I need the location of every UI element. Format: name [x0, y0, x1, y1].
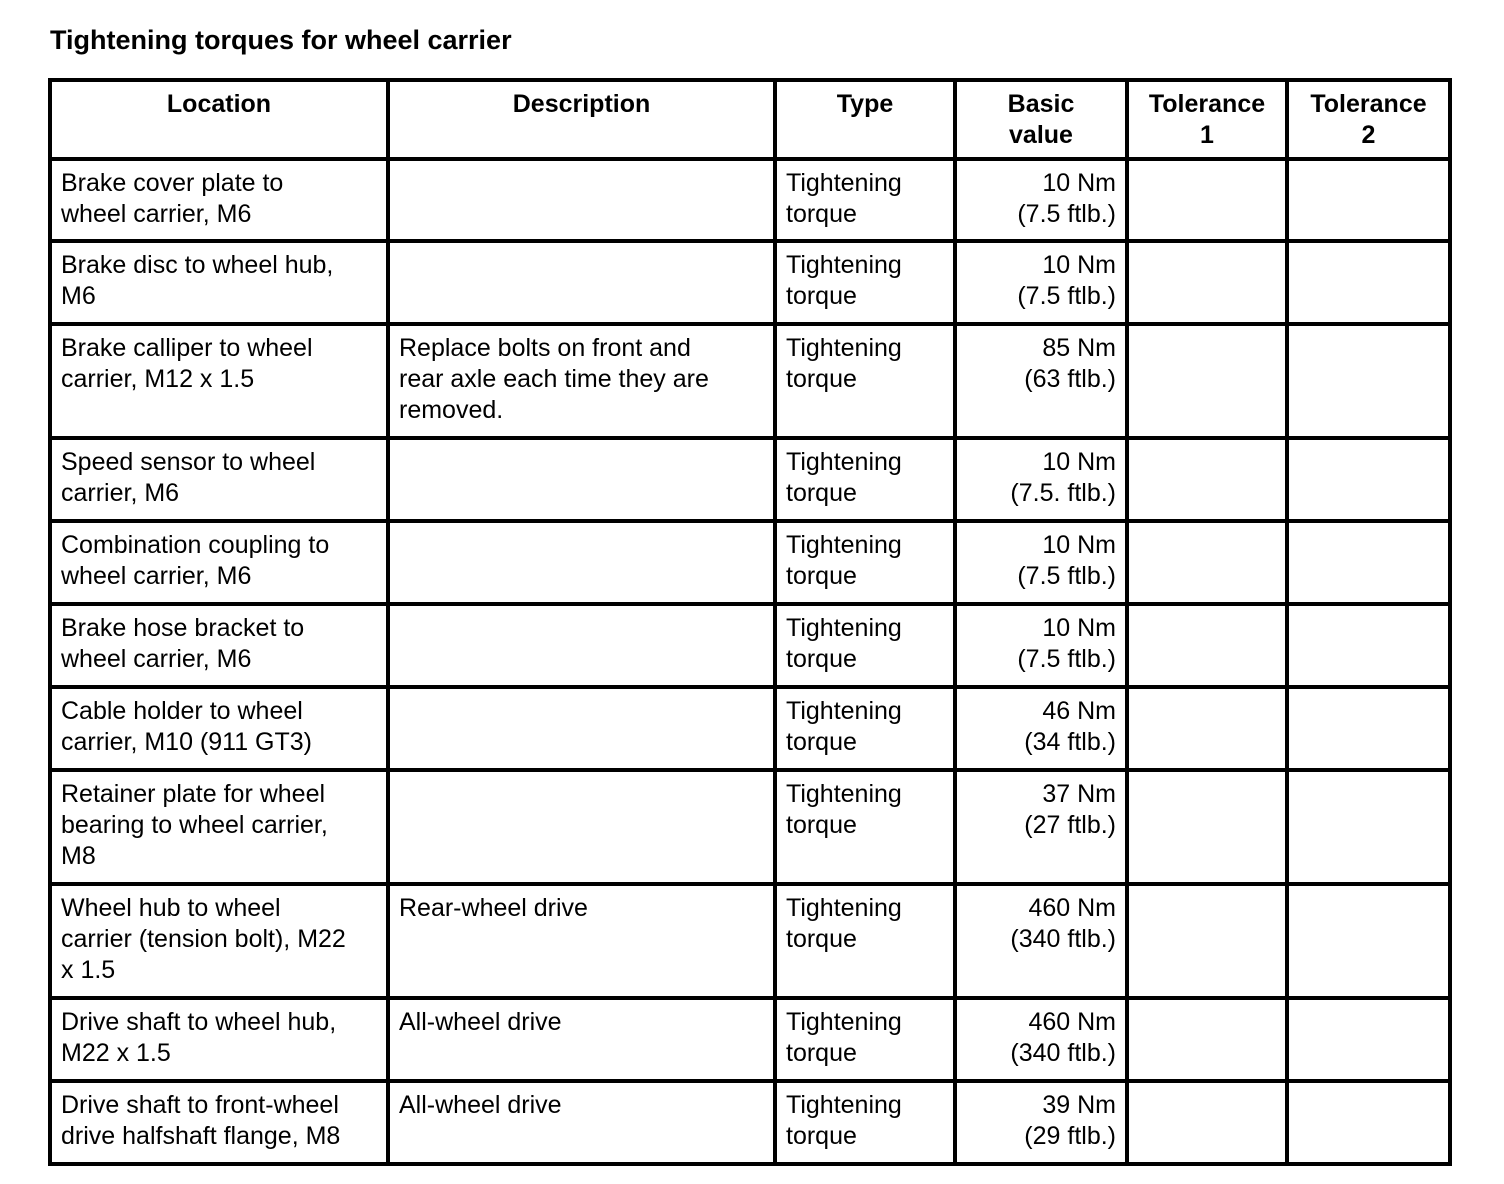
torque-table: [48, 78, 1452, 1166]
type-cell: [775, 770, 955, 884]
cell-text: (29 ftlb.): [1024, 1122, 1116, 1150]
column-header-text: 2: [1361, 121, 1376, 149]
cell-text: 10 Nm: [1042, 448, 1116, 476]
tolerance-2-cell: [1287, 324, 1450, 438]
page-title: Tightening torques for wheel carrier: [50, 25, 512, 55]
description-cell: [388, 1081, 775, 1164]
column-header-text: Basic: [1007, 90, 1075, 118]
tolerance-2-cell: [1287, 241, 1450, 324]
cell-text: Brake hose bracket to: [61, 614, 305, 642]
tolerance-1-cell: [1127, 324, 1287, 438]
description-cell: [388, 604, 775, 687]
cell-text: carrier (tension bolt), M22: [61, 925, 346, 953]
cell-text: M22 x 1.5: [61, 1039, 171, 1067]
cell-text: Tightening: [786, 334, 902, 362]
cell-text: 37 Nm: [1042, 780, 1116, 808]
cell-text: torque: [786, 1122, 857, 1150]
type-cell: [775, 998, 955, 1081]
tolerance-2-cell: [1287, 770, 1450, 884]
cell-text: 10 Nm: [1042, 531, 1116, 559]
description-cell: [388, 687, 775, 770]
table-row: [50, 159, 1450, 241]
table-row: [50, 770, 1450, 884]
table-row: [50, 1081, 1450, 1164]
cell-text: (7.5. ftlb.): [1010, 479, 1116, 507]
tolerance-2-cell: [1287, 159, 1450, 241]
location-cell: [50, 521, 388, 604]
type-cell: [775, 884, 955, 998]
cell-text: Combination coupling to: [61, 531, 330, 559]
basic-value-cell: [955, 438, 1127, 521]
basic-value-cell: [955, 998, 1127, 1081]
cell-text: carrier, M6: [61, 479, 180, 507]
cell-text: torque: [786, 811, 857, 839]
location-cell: [50, 998, 388, 1081]
table-row: [50, 687, 1450, 770]
type-cell: [775, 521, 955, 604]
tolerance-1-cell: [1127, 998, 1287, 1081]
cell-text: (7.5 ftlb.): [1017, 282, 1116, 310]
cell-text: 85 Nm: [1042, 334, 1116, 362]
column-header-text: Location: [166, 90, 272, 118]
table-header-row: [50, 80, 1450, 159]
table-body: [50, 159, 1450, 1164]
cell-text: (34 ftlb.): [1024, 728, 1116, 756]
type-cell: [775, 159, 955, 241]
cell-text: (7.5 ftlb.): [1017, 200, 1116, 228]
location-cell: [50, 324, 388, 438]
description-cell: [388, 438, 775, 521]
cell-text: torque: [786, 365, 857, 393]
cell-text: Tightening: [786, 780, 902, 808]
cell-text: torque: [786, 200, 857, 228]
cell-text: (27 ftlb.): [1024, 811, 1116, 839]
cell-text: 46 Nm: [1042, 697, 1116, 725]
table-row: [50, 521, 1450, 604]
cell-text: torque: [786, 562, 857, 590]
type-cell: [775, 1081, 955, 1164]
cell-text: Speed sensor to wheel: [61, 448, 316, 476]
column-header-text: value: [1009, 121, 1073, 149]
cell-text: All-wheel drive: [399, 1091, 562, 1119]
cell-text: 460 Nm: [1028, 1008, 1116, 1036]
cell-text: (63 ftlb.): [1024, 365, 1116, 393]
cell-text: Tightening: [786, 894, 902, 922]
type-cell: [775, 687, 955, 770]
description-cell: [388, 521, 775, 604]
tolerance-2-cell: [1287, 604, 1450, 687]
cell-text: Tightening: [786, 169, 902, 197]
column-header-location: [50, 80, 388, 159]
cell-text: drive halfshaft flange, M8: [61, 1122, 341, 1150]
type-cell: [775, 324, 955, 438]
tolerance-1-cell: [1127, 241, 1287, 324]
cell-text: wheel carrier, M6: [61, 562, 252, 590]
cell-text: Tightening: [786, 251, 902, 279]
cell-text: Drive shaft to front-wheel: [61, 1091, 339, 1119]
cell-text: torque: [786, 282, 857, 310]
cell-text: Cable holder to wheel: [61, 697, 303, 725]
tolerance-2-cell: [1287, 884, 1450, 998]
cell-text: rear axle each time they are: [399, 365, 709, 393]
cell-text: torque: [786, 728, 857, 756]
type-cell: [775, 604, 955, 687]
location-cell: [50, 604, 388, 687]
column-header-tolerance-2: [1287, 80, 1450, 159]
tolerance-1-cell: [1127, 1081, 1287, 1164]
tolerance-1-cell: [1127, 159, 1287, 241]
description-cell: [388, 241, 775, 324]
basic-value-cell: [955, 159, 1127, 241]
tolerance-2-cell: [1287, 998, 1450, 1081]
tolerance-2-cell: [1287, 687, 1450, 770]
type-cell: [775, 438, 955, 521]
tolerance-1-cell: [1127, 604, 1287, 687]
cell-text: Tightening: [786, 1008, 902, 1036]
cell-text: wheel carrier, M6: [61, 200, 252, 228]
cell-text: x 1.5: [61, 956, 116, 984]
table-row: [50, 884, 1450, 998]
location-cell: [50, 241, 388, 324]
cell-text: M6: [61, 282, 96, 310]
cell-text: carrier, M12 x 1.5: [61, 365, 255, 393]
cell-text: Drive shaft to wheel hub,: [61, 1008, 337, 1036]
table-row: [50, 998, 1450, 1081]
cell-text: Wheel hub to wheel: [61, 894, 281, 922]
cell-text: 10 Nm: [1042, 169, 1116, 197]
cell-text: Tightening: [786, 448, 902, 476]
cell-text: carrier, M10 (911 GT3): [61, 728, 313, 756]
column-header-text: Type: [836, 90, 894, 118]
column-header-tolerance-1: [1127, 80, 1287, 159]
description-cell: [388, 884, 775, 998]
table-row: [50, 241, 1450, 324]
cell-text: Tightening: [786, 531, 902, 559]
cell-text: 10 Nm: [1042, 614, 1116, 642]
location-cell: [50, 770, 388, 884]
cell-text: M8: [61, 842, 96, 870]
column-header-text: Tolerance: [1148, 90, 1266, 118]
cell-text: 10 Nm: [1042, 251, 1116, 279]
tolerance-1-cell: [1127, 438, 1287, 521]
column-header-text: 1: [1200, 121, 1214, 149]
basic-value-cell: [955, 324, 1127, 438]
tolerance-1-cell: [1127, 884, 1287, 998]
cell-text: torque: [786, 1039, 857, 1067]
location-cell: [50, 884, 388, 998]
table-row: [50, 438, 1450, 521]
description-cell: [388, 159, 775, 241]
cell-text: (7.5 ftlb.): [1017, 562, 1116, 590]
column-header-description: [388, 80, 775, 159]
basic-value-cell: [955, 604, 1127, 687]
basic-value-cell: [955, 770, 1127, 884]
column-header-type: [775, 80, 955, 159]
cell-text: torque: [786, 925, 857, 953]
tolerance-1-cell: [1127, 687, 1287, 770]
cell-text: torque: [786, 645, 857, 673]
basic-value-cell: [955, 884, 1127, 998]
cell-text: 39 Nm: [1042, 1091, 1116, 1119]
cell-text: Brake cover plate to: [61, 169, 284, 197]
cell-text: Replace bolts on front and: [399, 334, 691, 362]
basic-value-cell: [955, 1081, 1127, 1164]
location-cell: [50, 159, 388, 241]
basic-value-cell: [955, 687, 1127, 770]
cell-text: Tightening: [786, 614, 902, 642]
cell-text: (340 ftlb.): [1010, 1039, 1116, 1067]
cell-text: Tightening: [786, 1091, 902, 1119]
location-cell: [50, 1081, 388, 1164]
basic-value-cell: [955, 241, 1127, 324]
type-cell: [775, 241, 955, 324]
cell-text: Retainer plate for wheel: [61, 780, 326, 808]
cell-text: bearing to wheel carrier,: [61, 811, 328, 839]
cell-text: Brake disc to wheel hub,: [61, 251, 334, 279]
cell-text: (340 ftlb.): [1010, 925, 1116, 953]
tolerance-2-cell: [1287, 438, 1450, 521]
cell-text: All-wheel drive: [399, 1008, 562, 1036]
cell-text: wheel carrier, M6: [61, 645, 252, 673]
cell-text: torque: [786, 479, 857, 507]
cell-text: (7.5 ftlb.): [1017, 645, 1116, 673]
column-header-basic-value: [955, 80, 1127, 159]
cell-text: Rear-wheel drive: [399, 894, 588, 922]
cell-text: Brake calliper to wheel: [61, 334, 313, 362]
description-cell: [388, 324, 775, 438]
tolerance-2-cell: [1287, 521, 1450, 604]
table-row: [50, 324, 1450, 438]
location-cell: [50, 687, 388, 770]
basic-value-cell: [955, 521, 1127, 604]
cell-text: 460 Nm: [1028, 894, 1116, 922]
tolerance-1-cell: [1127, 521, 1287, 604]
cell-text: removed.: [399, 396, 504, 424]
tolerance-2-cell: [1287, 1081, 1450, 1164]
description-cell: [388, 998, 775, 1081]
description-cell: [388, 770, 775, 884]
table-row: [50, 604, 1450, 687]
cell-text: Tightening: [786, 697, 902, 725]
tolerance-1-cell: [1127, 770, 1287, 884]
column-header-text: Description: [512, 90, 651, 118]
location-cell: [50, 438, 388, 521]
column-header-text: Tolerance: [1310, 90, 1427, 118]
